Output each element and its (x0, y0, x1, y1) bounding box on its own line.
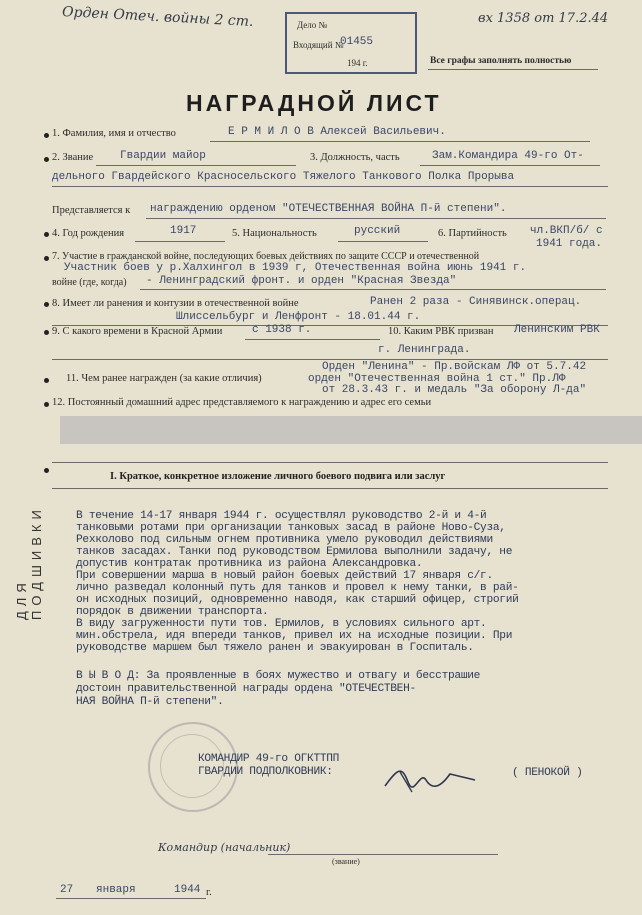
field-6-value: чл.ВКП/б/ с (530, 225, 603, 237)
side-binding-label (10, 360, 44, 620)
stamp-case-label: Дело № (297, 20, 328, 30)
field-4-label: 4. Год рождения (52, 228, 125, 239)
narrative-line: лично разведал колонный путь для танков и провел к нему танки, в рай- (76, 582, 519, 594)
narrative-line: Рехколово под сильным огнем противника умело руководил действиями (76, 534, 493, 546)
commander-label: Командир (начальник) (158, 841, 291, 854)
conclusion-line: НАЯ ВОЙНА П-й степени". (76, 696, 224, 708)
field-3-value: Зам.Командира 49-го От- (432, 150, 584, 162)
stamp-number: 01455 (340, 36, 374, 48)
field-9-label: 9. С какого времени в Красной Армии (52, 326, 223, 337)
field-10-value-cont: г. Ленинграда. (378, 344, 471, 356)
field-11-value: Орден "Ленина" - Пр.войскам ЛФ от 5.7.42 (322, 361, 587, 373)
date-suffix: г. (206, 887, 212, 898)
field-1-value: Е Р М И Л О В Алексей Васильевич. (228, 126, 446, 138)
section-1-title: I. Краткое, конкретное изложение личного боевого подвига или заслуг (110, 471, 446, 482)
handwritten-signature (380, 758, 480, 798)
rank-caption: (звание) (332, 857, 360, 866)
narrative-line: танков засадах. Танки под руководством Ермилова выполнили задачу, не (76, 546, 513, 558)
field-9-value: с 1938 г. (252, 324, 312, 336)
field-11-label: 11. Чем ранее награжден (за какие отличия) (66, 373, 262, 384)
field-7-value: Участник боев у р.Халхингол в 1939 г, Отечественная война июнь 1941 г. (64, 262, 527, 274)
narrative-line: порядок в движении транспорта. (76, 606, 269, 618)
field-11-value-2: орден "Отечественная война 1 ст." Пр.ЛФ (308, 373, 566, 385)
field-10-value: Ленинским РВК (514, 324, 600, 336)
page-title: НАГРАДНОЙ ЛИСТ (186, 90, 442, 116)
narrative-line: В течение 14-17 января 1944 г. осуществлял руководство 2-й и 4-й (76, 510, 487, 522)
field-6-value-cont: 1941 года. (536, 238, 603, 250)
date-month: января (96, 884, 136, 896)
field-12-label: 12. Постоянный домашний адрес представляемого к награждению и адрес его семьи (52, 397, 432, 408)
field-1-label: 1. Фамилия, имя и отчество (52, 128, 176, 139)
presented-value: награждению орденом "ОТЕЧЕСТВЕННАЯ ВОЙНА П-й степени". (150, 203, 507, 215)
signer-position: КОМАНДИР 49-го ОГКТТПП (198, 753, 340, 765)
field-8-value: Ранен 2 раза - Синявинск.операц. (370, 296, 582, 308)
narrative-line: В виду загруженности пути тов. Ермилов, в условиях сильного арт. (76, 618, 487, 630)
field-11-value-3: от 28.3.43 г. и медаль "За оборону Л-да" (322, 384, 587, 396)
narrative-line: При совершении марша в новый район боевых действий 17 января с/г. (76, 570, 493, 582)
stamp-year-label: 194 г. (347, 58, 368, 68)
stamp-incoming-label: Входящий № (293, 40, 344, 50)
field-3-value-cont: дельного Гвардейского Красносельского Тяжелого Танкового Полка Прорыва (52, 171, 515, 183)
signer-rank: ГВАРДИИ ПОДПОЛКОВНИК: (198, 766, 333, 778)
redacted-address (60, 416, 642, 444)
field-7-value-cont: - Ленинградский фронт. и орден "Красная Звезда" (146, 275, 457, 287)
conclusion-line: В Ы В О Д: За проявленные в боях мужество и отвагу и бесстрашие (76, 670, 481, 682)
signer-name: ( ПЕНОКОЙ ) (512, 767, 583, 779)
field-7-label: 7. Участие в гражданской войне, последующих боевых действиях по защите СССР и отечественной (52, 251, 480, 262)
field-7-label-cont: войне (где, когда) (52, 277, 127, 288)
date-day: 27 (60, 884, 74, 896)
handwritten-top-note: Орден Отеч. войны 2 ст. (61, 3, 254, 31)
narrative-line: допустив контратак противника из района Александровка. (76, 558, 423, 570)
narrative-line: танковыми ротами при организации танковых засад в районе Ново-Суза, (76, 522, 506, 534)
field-4-value: 1917 (170, 225, 197, 237)
presented-label: Представляется к (52, 205, 131, 216)
conclusion-line: достоин правительственной награды ордена "ОТЕЧЕСТВЕН- (76, 683, 416, 695)
field-5-value: русский (354, 225, 401, 237)
field-2-value: Гвардии майор (120, 150, 206, 162)
side-label-text: ДЛЯ ПОДШИВКИ (14, 505, 44, 620)
all-fields-note: Все графы заполнять полностью (430, 56, 572, 66)
field-6-label: 6. Партийность (438, 228, 507, 239)
field-8-value-cont: Шлиссельбург и Ленфронт - 18.01.44 г. (176, 311, 421, 323)
narrative-line: он исходных позиций, одновременно наводя, как старший офицер, строгий (76, 594, 519, 606)
field-3-label: 3. Должность, часть (310, 152, 400, 163)
field-5-label: 5. Национальность (232, 228, 317, 239)
field-10-label: 10. Каким РВК призван (388, 326, 494, 337)
narrative-line: руководстве маршем был тяжело ранен и эвакуирован в Госпиталь. (76, 642, 474, 654)
handwritten-incoming-number: вх 1358 от 17.2.44 (478, 11, 609, 26)
field-8-label: 8. Имеет ли ранения и контузии в отечественной войне (52, 298, 299, 309)
narrative-line: мин.обстрела, идя впереди танков, привел их на исходные позиции. При (76, 630, 513, 642)
date-year: 1944 (174, 884, 201, 896)
field-2-label: 2. Звание (52, 152, 94, 163)
